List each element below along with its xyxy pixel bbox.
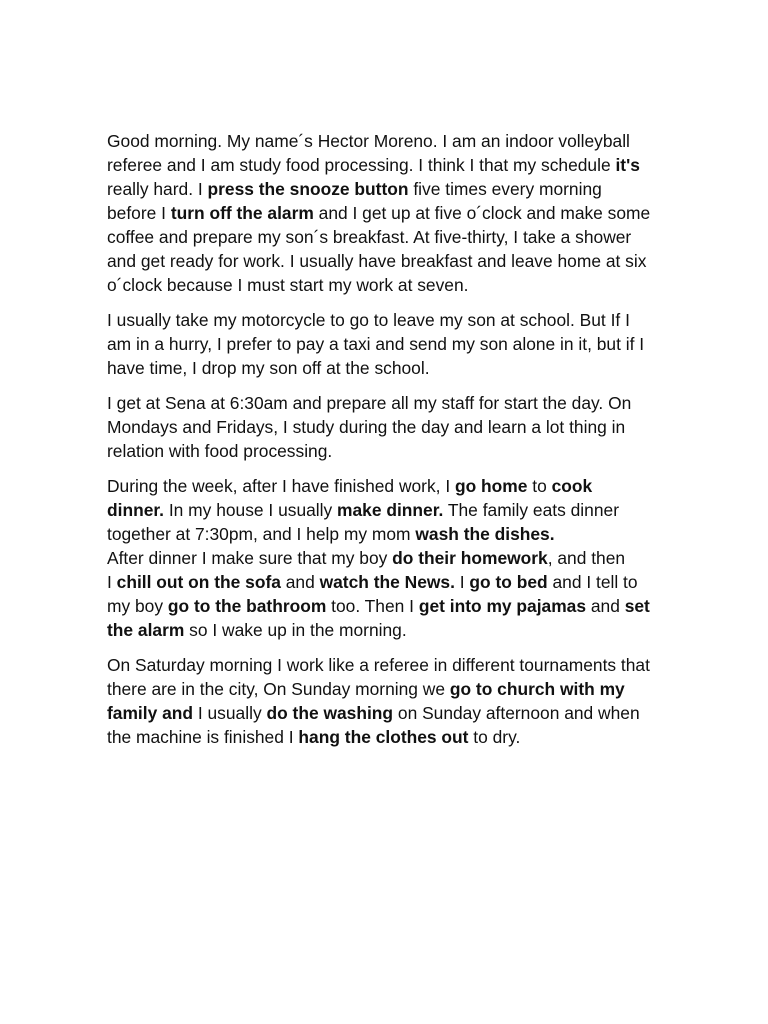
text-line [107,570,667,594]
text-segment: am in a hurry, I prefer to pay a taxi and send my son alone in it, but if I [107,334,645,354]
text-segment: to dry. [468,727,521,747]
paragraph [107,391,667,463]
text-line [107,129,667,153]
text-segment: In my house I usually [164,500,338,520]
text-segment: five times every morning [408,179,602,199]
text-segment: , and then [547,548,626,568]
text-segment: o´clock because I must start my work at seven. [107,275,469,295]
text-segment: coffee and prepare my son´s breakfast. At five-thirty, I take a shower [107,227,632,247]
bold-phrase: watch the News. [319,572,455,592]
text-segment: I [107,572,117,592]
bold-phrase: go home [454,476,528,496]
text-line [107,332,667,356]
text-segment: I get at Sena at 6:30am and prepare all my staff for start the day. On [107,393,632,413]
text-line [107,618,667,642]
text-line [107,356,667,380]
text-line [107,439,667,463]
text-segment: have time, I drop my son off at the school. [107,358,430,378]
text-line [107,225,667,249]
bold-phrase: dinner. [107,500,165,520]
paragraph [107,474,667,642]
text-segment: I [454,572,470,592]
bold-phrase: go to the bathroom [167,596,327,616]
bold-phrase: press the snooze button [207,179,409,199]
text-segment: my boy [107,596,168,616]
text-segment: and I get up at five o´clock and make some [313,203,651,223]
bold-phrase: do the washing [266,703,394,723]
text-line [107,725,667,749]
bold-phrase: turn off the alarm [170,203,314,223]
text-line [107,498,667,522]
bold-phrase: family and [107,703,194,723]
paragraph [107,653,667,749]
text-segment: Good morning. My name´s Hector Moreno. I am an indoor volleyball [107,131,630,151]
paragraph [107,308,667,380]
document-body [107,129,667,760]
text-segment: and [586,596,625,616]
text-line [107,153,667,177]
text-segment: so I wake up in the morning. [184,620,407,640]
bold-phrase: do their homework [392,548,548,568]
text-segment: to [527,476,552,496]
text-line [107,594,667,618]
text-segment: and get ready for work. I usually have breakfast and leave home at six [107,251,647,271]
text-line [107,701,667,725]
text-segment: referee and I am study food processing. I think I that my schedule [107,155,616,175]
bold-phrase: chill out on the sofa [116,572,281,592]
text-line [107,546,667,570]
text-segment: the machine is finished I [107,727,299,747]
text-line [107,522,667,546]
text-segment: together at 7:30pm, and I help my mom [107,524,416,544]
text-segment: before I [107,203,171,223]
text-segment: really hard. I [107,179,208,199]
text-segment: and I tell to [547,572,638,592]
text-line [107,391,667,415]
bold-phrase: wash the dishes. [415,524,555,544]
text-segment: Mondays and Fridays, I study during the day and learn a lot thing in [107,417,626,437]
text-line [107,177,667,201]
bold-phrase: it's [615,155,640,175]
text-segment: During the week, after I have finished work, I [107,476,455,496]
bold-phrase: hang the clothes out [298,727,469,747]
bold-phrase: make dinner. [337,500,444,520]
bold-phrase: go to bed [469,572,548,592]
bold-phrase: get into my pajamas [418,596,587,616]
text-line [107,201,667,225]
text-line [107,677,667,701]
text-line [107,415,667,439]
text-segment: After dinner I make sure that my boy [107,548,393,568]
text-segment: The family eats dinner [443,500,619,520]
text-line [107,273,667,297]
paragraph [107,129,667,297]
text-segment: relation with food processing. [107,441,333,461]
text-line [107,474,667,498]
text-segment: On Saturday morning I work like a referee in different tournaments that [107,655,650,675]
text-line [107,308,667,332]
text-segment: and [280,572,320,592]
text-segment: there are in the city, On Sunday morning we [107,679,450,699]
bold-phrase: cook [551,476,593,496]
bold-phrase: go to church with my [449,679,625,699]
text-segment: I usually [193,703,267,723]
bold-phrase: set [624,596,650,616]
text-segment: I usually take my motorcycle to go to leave my son at school. But If I [107,310,630,330]
text-line [107,653,667,677]
bold-phrase: the alarm [107,620,185,640]
text-segment: on Sunday afternoon and when [393,703,640,723]
text-line [107,249,667,273]
text-segment: too. Then I [326,596,419,616]
